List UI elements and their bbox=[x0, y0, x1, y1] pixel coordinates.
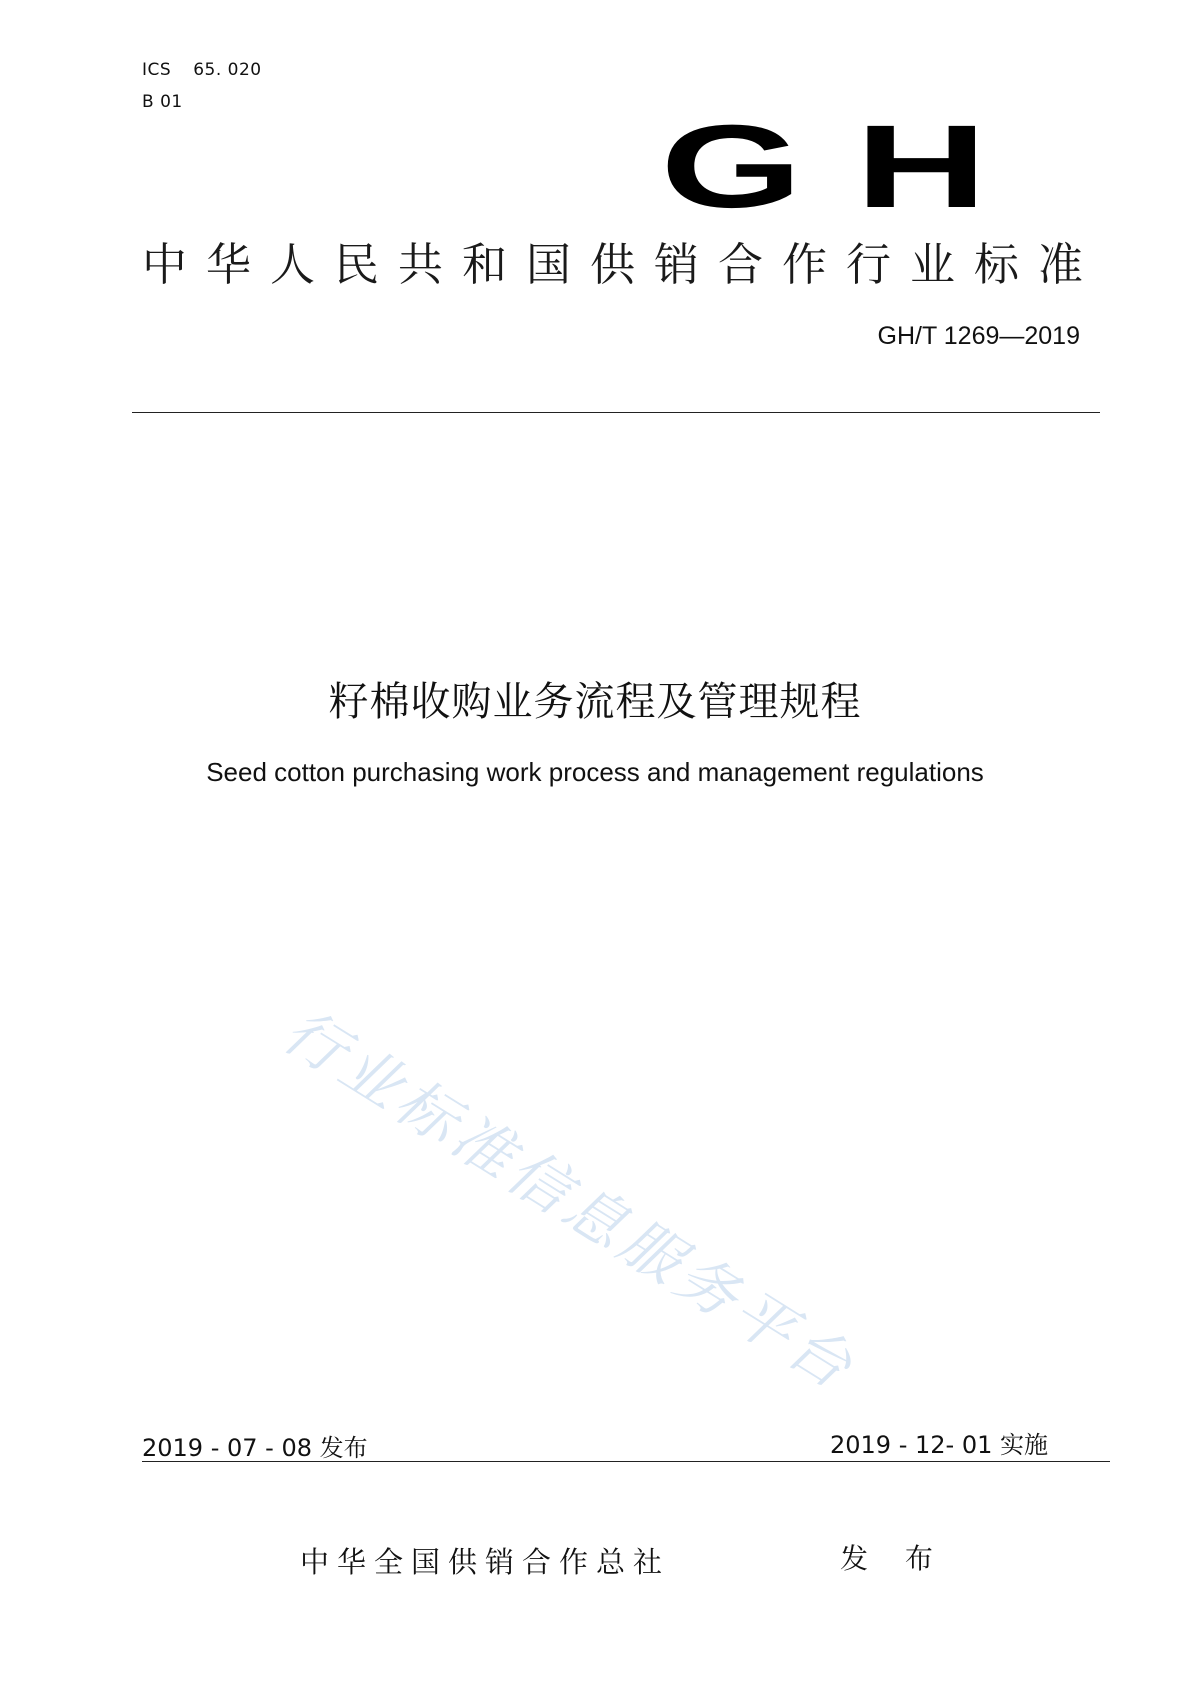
document-title-en: Seed cotton purchasing work process and management regulations bbox=[206, 757, 984, 787]
top-divider bbox=[132, 412, 1100, 413]
publisher: 中华全国供销合作总社 bbox=[300, 1545, 671, 1579]
issue-date: 2019 - 07 - 08 发布 bbox=[142, 1434, 368, 1462]
ics-code: 65. 020 bbox=[193, 60, 262, 80]
ics-label: ICS bbox=[142, 60, 172, 80]
classification-code: B 01 bbox=[142, 92, 183, 112]
bottom-divider bbox=[142, 1461, 1110, 1462]
watermark: 行业标准信息服务平台 bbox=[271, 996, 868, 1406]
standard-number: GH/T 1269—2019 bbox=[877, 322, 1080, 350]
publish-label: 发 布 bbox=[840, 1542, 947, 1575]
implementation-date: 2019 - 12- 01 实施 bbox=[830, 1431, 1048, 1459]
org-title: 中华人民共和国供销合作行业标准 bbox=[142, 238, 1103, 291]
ics-line bbox=[142, 60, 262, 80]
document-title-cn: 籽棉收购业务流程及管理规程 bbox=[328, 679, 862, 725]
gh-logo: GH bbox=[660, 101, 1040, 233]
